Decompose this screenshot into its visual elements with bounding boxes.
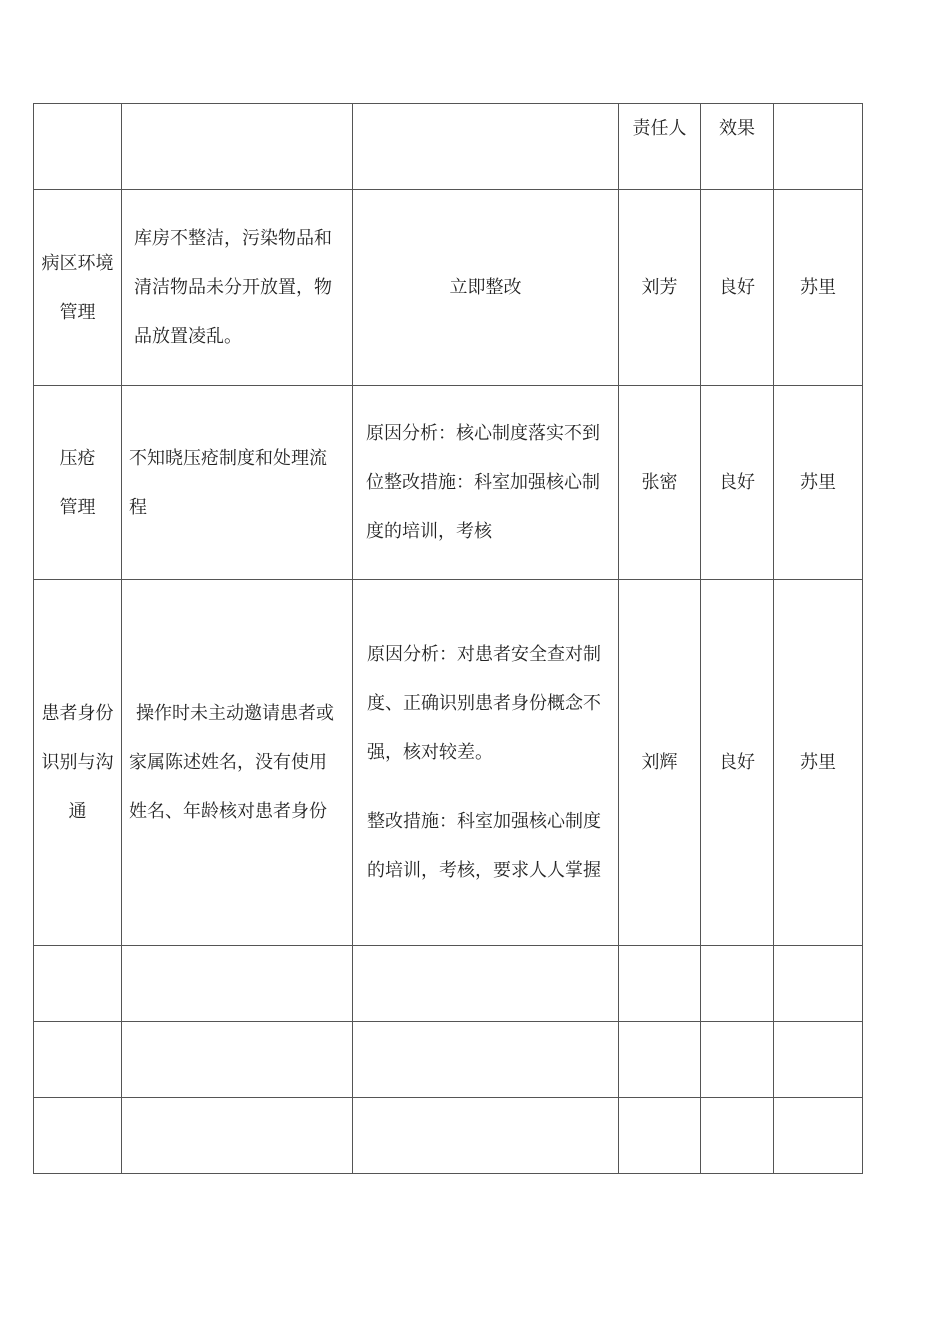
row-responsible: 刘芳 — [619, 190, 701, 386]
header-effect: 效果 — [701, 104, 774, 190]
empty-cell — [122, 946, 353, 1022]
empty-row — [34, 1098, 863, 1174]
table-row — [34, 190, 863, 386]
empty-cell — [774, 1098, 863, 1174]
empty-cell — [353, 946, 619, 1022]
empty-cell — [122, 1022, 353, 1098]
row-problem — [122, 580, 353, 946]
row-effect: 良好 — [701, 580, 774, 946]
table-row — [34, 386, 863, 580]
header-cell-category — [34, 104, 122, 190]
row-category — [34, 190, 122, 386]
row-problem-text: 不知晓压疮制度和处理流程 — [129, 447, 327, 518]
empty-cell — [619, 1098, 701, 1174]
row-problem — [122, 190, 353, 386]
empty-cell — [122, 1098, 353, 1174]
row-problem — [122, 386, 353, 580]
row-responsible: 张密 — [619, 386, 701, 580]
table-header-row — [34, 104, 863, 190]
row-category-text: 压疮管理 — [59, 447, 96, 518]
empty-cell — [353, 1022, 619, 1098]
header-responsible: 责任人 — [619, 104, 701, 190]
empty-cell — [701, 946, 774, 1022]
empty-cell — [774, 1022, 863, 1098]
row-responsible: 刘辉 — [619, 580, 701, 946]
empty-cell — [353, 1098, 619, 1174]
empty-cell — [701, 1022, 774, 1098]
row-action — [353, 386, 619, 580]
empty-row — [34, 946, 863, 1022]
row-category-text: 患者身份识别与沟通 — [41, 703, 114, 822]
row-effect: 良好 — [701, 190, 774, 386]
row-checker: 苏里 — [774, 190, 863, 386]
header-cell-action — [353, 104, 619, 190]
empty-cell — [774, 946, 863, 1022]
row-action-cause: 原因分析：对患者安全查对制度、正确识别患者身份概念不强，核对较差。 — [367, 644, 601, 763]
row-category — [34, 580, 122, 946]
empty-cell — [34, 1022, 122, 1098]
row-problem-text: 库房不整洁，污染物品和清洁物品未分开放置，物品放置凌乱。 — [134, 228, 332, 347]
empty-cell — [619, 1022, 701, 1098]
empty-cell — [34, 1098, 122, 1174]
row-action — [353, 580, 619, 946]
row-action — [353, 190, 619, 386]
row-effect: 良好 — [701, 386, 774, 580]
rectification-table — [33, 103, 863, 1174]
empty-cell — [34, 946, 122, 1022]
row-action-text: 立即整改 — [449, 277, 522, 298]
row-action-measure: 整改措施：科室加强核心制度的培训，考核，要求人人掌握 — [367, 811, 601, 881]
header-cell-problem — [122, 104, 353, 190]
table-row — [34, 580, 863, 946]
row-category — [34, 386, 122, 580]
row-checker: 苏里 — [774, 386, 863, 580]
row-action-text: 原因分析：核心制度落实不到位整改措施：科室加强核心制度的培训，考核 — [366, 423, 600, 542]
empty-row — [34, 1022, 863, 1098]
empty-cell — [619, 946, 701, 1022]
row-category-text: 病区环境管理 — [41, 252, 114, 323]
row-problem-text: 操作时未主动邀请患者或家属陈述姓名，没有使用姓名、年龄核对患者身份 — [129, 703, 334, 822]
header-cell-checker — [774, 104, 863, 190]
row-checker: 苏里 — [774, 580, 863, 946]
empty-cell — [701, 1098, 774, 1174]
